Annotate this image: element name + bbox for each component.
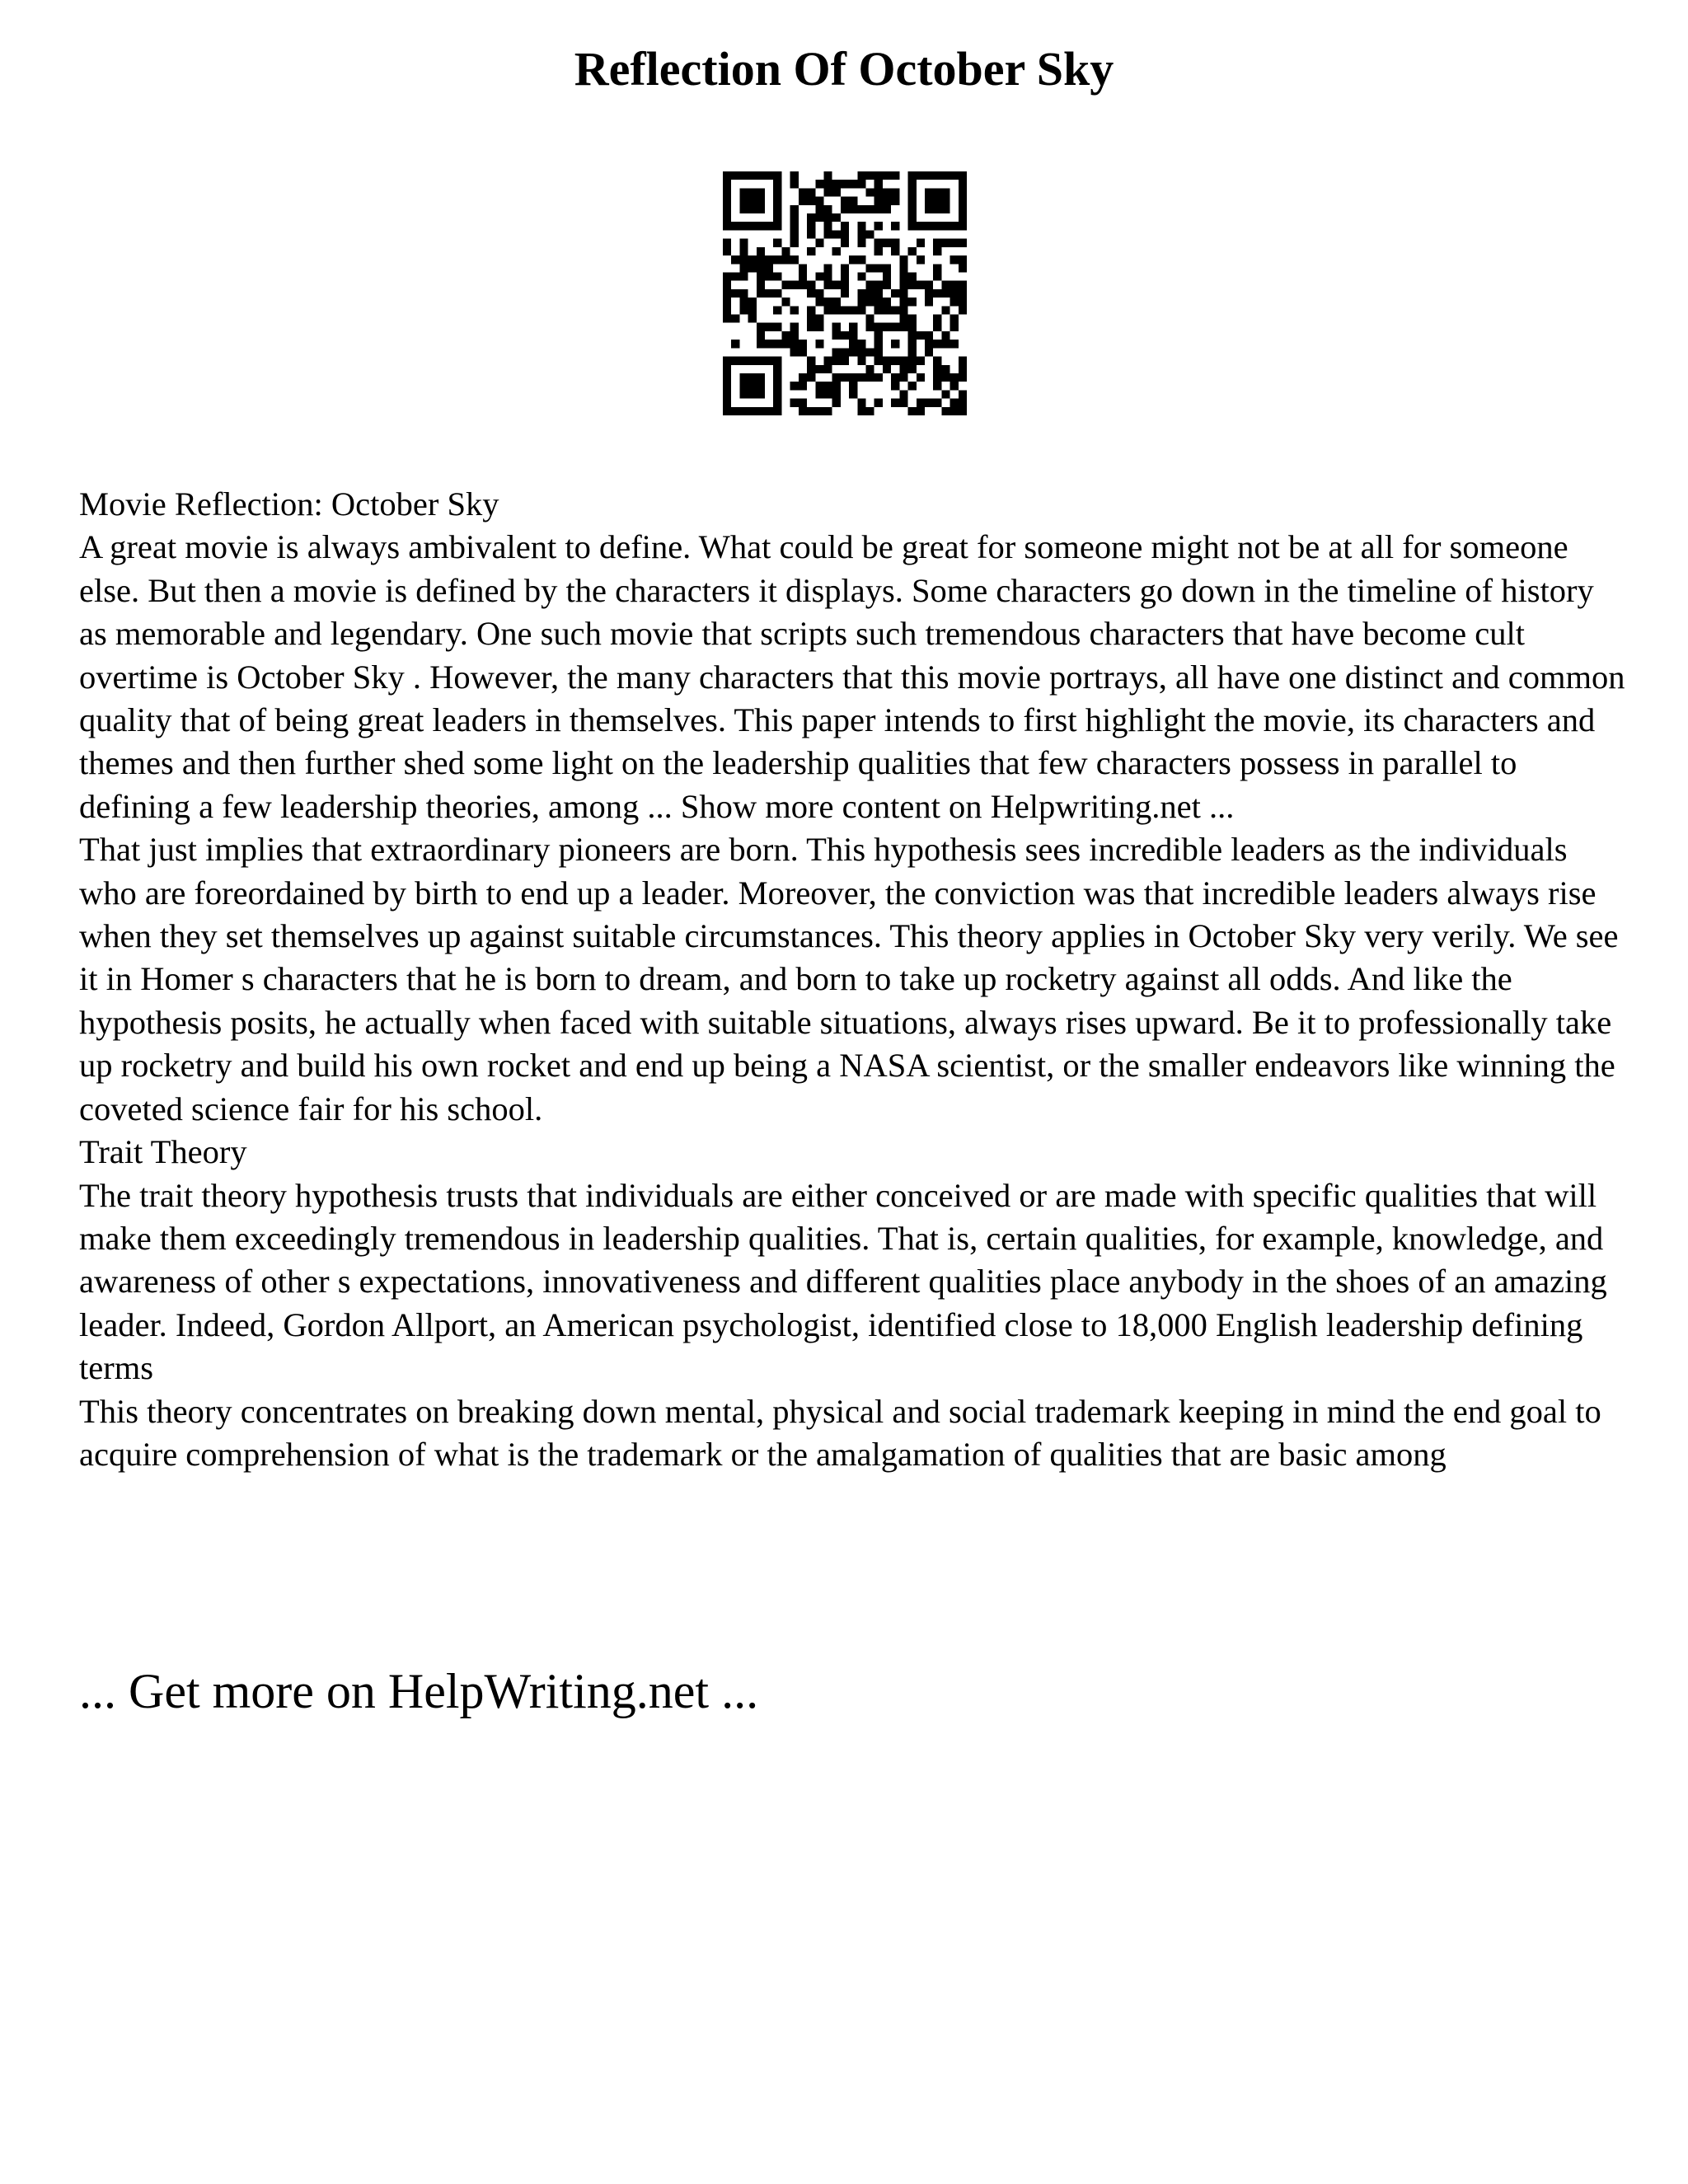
paragraph-intro: A great movie is always ambivalent to define. What could be great for someone might not be at all for someone else. But then a movie is defined by the characters it displays. Some characters go down in the timeline of history as memorable and legendary. One such movie that scripts such tremendous characters that have become cult overtime is October Sky . However, the many characters that this movie portrays, all have one distinct and common quality that of being great leaders in themselves. This paper intends to first highlight the movie, its characters and themes and then further shed some light on the leadership qualities that few characters possess in parallel to defining a few leadership theories, among ... Show more content on Helpwriting.net ... bbox=[79, 528, 1625, 825]
section-heading-trait-theory: Trait Theory bbox=[79, 1133, 247, 1171]
get-more-link[interactable]: ... Get more on HelpWriting.net ... bbox=[79, 1664, 759, 1718]
section-heading-movie-reflection: Movie Reflection: October Sky bbox=[79, 485, 499, 523]
paragraph-trait-analysis: This theory concentrates on breaking down mental, physical and social trademark keeping in mind the end goal to acquire comprehension of what is the trademark or the amalgamation of qualities that are basic among bbox=[79, 1392, 1601, 1473]
document-title: Reflection Of October Sky bbox=[574, 42, 1114, 96]
paragraph-great-man-theory: That just implies that extraordinary pioneers are born. This hypothesis sees incredible leaders as the individuals who are foreordained by birth to end up a leader. Moreover, the conviction was that incredible leaders always rise when they set themselves up against suitable circumstances. This theory applies in October Sky very verily. We see it in Homer s characters that he is born to dream, and born to take up rocketry against all odds. And like the hypothesis posits, he actually when faced with suitable situations, always rises upward. Be it to professionally take up rocketry and build his own rocket and end up being a NASA scientist, or the smaller endeavors like winning the coveted science fair for his school. bbox=[79, 831, 1619, 1127]
qr-code-icon bbox=[723, 171, 967, 415]
paragraph-trait-theory: The trait theory hypothesis trusts that individuals are either conceived or are made with specific qualities that will make them exceedingly tremendous in leadership qualities. That is, certain qualities, for example, knowledge, and awareness of other s expectations, innovativeness and different qualities place anybody in the shoes of an amazing leader. Indeed, Gordon Allport, an American psychologist, identified close to 18,000 English leadership defining terms bbox=[79, 1176, 1607, 1387]
document-body bbox=[79, 483, 1629, 1476]
